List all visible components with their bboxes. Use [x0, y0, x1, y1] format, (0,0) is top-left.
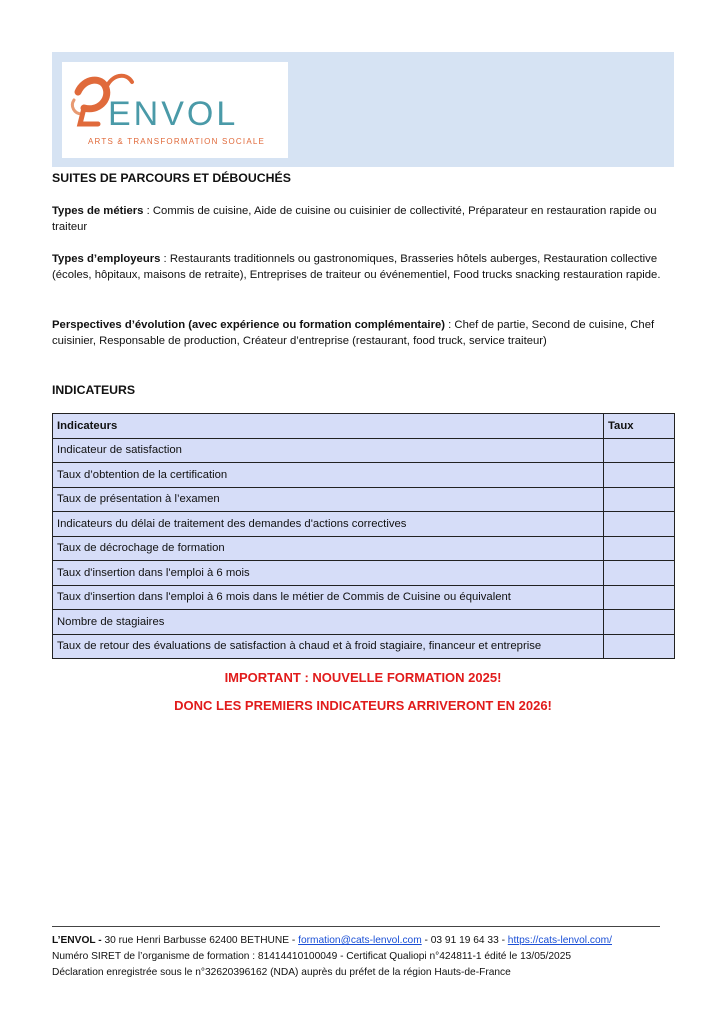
footer-line2: Numéro SIRET de l’organisme de formation : 81414410100049 - Certificat Qualiopi n°424811-1 édité le 13/05/2025 — [52, 951, 572, 962]
section-title-debouches: SUITES DE PARCOURS ET DÉBOUCHÉS — [52, 171, 291, 185]
logo-wordmark: ENVOL — [108, 95, 239, 133]
table-row — [53, 536, 675, 561]
table-row — [53, 610, 675, 635]
table-row — [53, 487, 675, 512]
footer-address: 30 rue Henri Barbusse 62400 BETHUNE - — [101, 935, 299, 946]
table-row — [53, 585, 675, 610]
table-row — [53, 438, 675, 463]
header-indicateurs: Indicateurs — [53, 414, 604, 439]
section-title-indicateurs: INDICATEURS — [52, 383, 136, 397]
indicator-label: Nombre de stagiaires — [53, 610, 604, 635]
indicator-label: Taux de présentation à l’examen — [53, 487, 604, 512]
logo — [62, 62, 288, 158]
table-row — [53, 634, 675, 659]
important-notice-line2: DONC LES PREMIERS INDICATEURS ARRIVERONT EN 2026! — [174, 698, 552, 713]
indicator-label: Taux d’obtention de la certification — [53, 463, 604, 488]
table-row — [53, 561, 675, 586]
footer-line3: Déclaration enregistrée sous le n°32620396162 (NDA) auprès du préfet de la région Hauts-de-France — [52, 967, 511, 978]
rate-cell — [604, 463, 675, 488]
footer-org: L’ENVOL - — [52, 935, 102, 946]
employeurs-text: : Restaurants traditionnels ou gastronomiques, Brasseries hôtels auberges, Restauration collective (écoles, hôpitaux, maisons de retraite), Entreprises de traiteur ou événementiel, Food trucks snacking restauration rapide. — [52, 253, 661, 281]
important-notice-line1: IMPORTANT : NOUVELLE FORMATION 2025! — [224, 670, 502, 685]
rate-cell — [604, 610, 675, 635]
indicator-label: Taux de décrochage de formation — [53, 536, 604, 561]
paragraph-metiers — [52, 203, 674, 235]
rate-cell — [604, 634, 675, 659]
table-row — [53, 512, 675, 537]
rate-cell — [604, 512, 675, 537]
indicator-label: Taux d'insertion dans l'emploi à 6 mois — [53, 561, 604, 586]
indicator-label: Indicateur de satisfaction — [53, 438, 604, 463]
footer-website-link[interactable]: https://cats-lenvol.com/ — [507, 935, 612, 946]
table-row — [53, 463, 675, 488]
indicator-label: Taux de retour des évaluations de satisfaction à chaud et à froid stagiaire, financeur et entreprise — [53, 634, 604, 659]
indicator-label: Indicateurs du délai de traitement des demandes d'actions correctives — [53, 512, 604, 537]
paragraph-employeurs — [52, 251, 674, 283]
lenvol-logo-graphic — [62, 62, 288, 158]
footer-line1 — [52, 933, 692, 949]
footer-email-link[interactable]: formation@cats-lenvol.com — [298, 935, 422, 946]
perspectives-label: Perspectives d’évolution (avec expérience ou formation complémentaire) — [52, 319, 446, 331]
employeurs-label: Types d’employeurs — [52, 253, 161, 265]
footer — [52, 933, 692, 981]
metiers-label: Types de métiers — [52, 205, 144, 217]
perspectives-text: : Chef de partie, Second de cuisine, Chef cuisinier, Responsable de production, Créateur d’entreprise (restaurant, food truck, service traiteur) — [52, 319, 655, 347]
footer-divider — [52, 926, 660, 927]
indicator-label: Taux d'insertion dans l'emploi à 6 mois dans le métier de Commis de Cuisine ou équivalent — [53, 585, 604, 610]
table-header-row — [53, 414, 675, 439]
rate-cell — [604, 585, 675, 610]
paragraph-perspectives — [52, 317, 674, 349]
logo-tagline: ARTS & TRANSFORMATION SOCIALE — [88, 137, 266, 146]
rate-cell — [604, 487, 675, 512]
header-taux: Taux — [604, 414, 675, 439]
rate-cell — [604, 561, 675, 586]
metiers-text: : Commis de cuisine, Aide de cuisine ou cuisinier de collectivité, Préparateur en restauration rapide ou traiteur — [52, 205, 657, 233]
footer-phone: - 03 91 19 64 33 - — [421, 935, 508, 946]
rate-cell — [604, 536, 675, 561]
indicators-table — [52, 413, 675, 659]
rate-cell — [604, 438, 675, 463]
